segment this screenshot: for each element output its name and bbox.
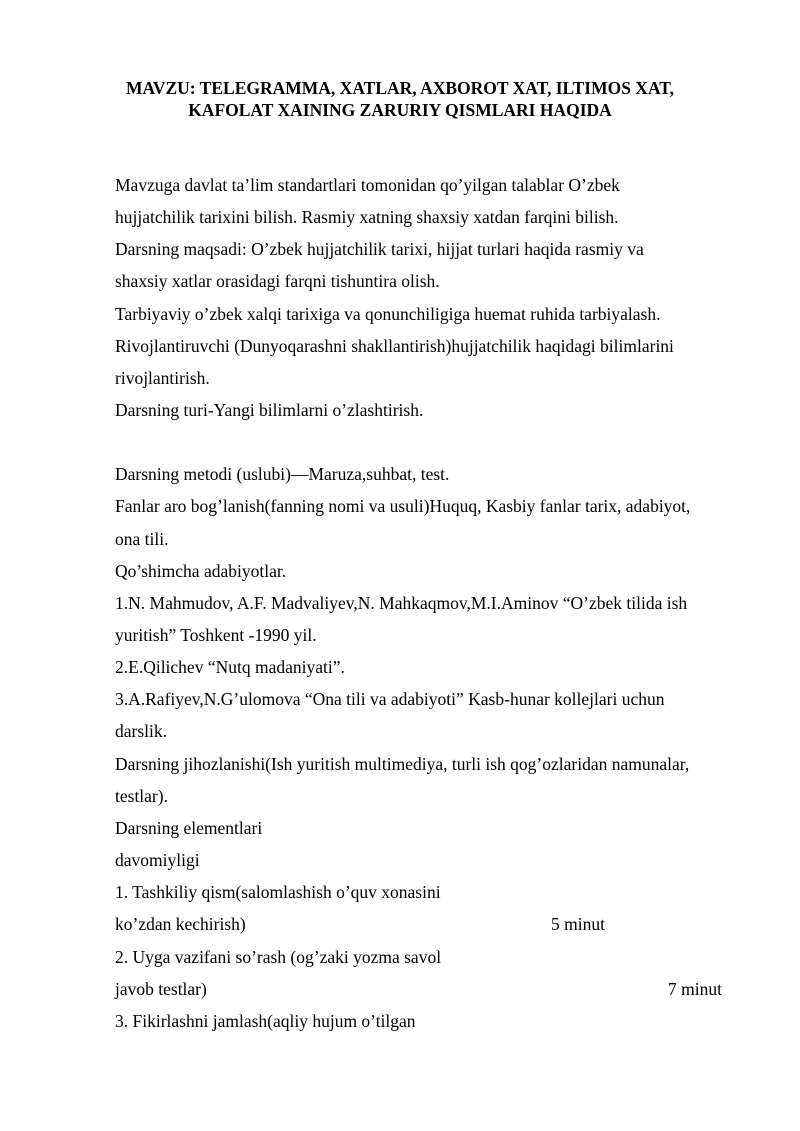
body-line: Qo’shimcha adabiyotlar. [115,561,287,581]
body-line: 3.A.Rafiyev,N.G’ulomova “Ona tili va adabiyoti” Kasb-hunar kollejlari uchun [115,689,665,709]
body-line: darslik. [115,721,168,741]
body-line: Darsning turi-Yangi bilimlarni o’zlashtirish. [115,400,424,420]
body-line: ko’zdan kechirish) [115,914,246,934]
body-line: Mavzuga davlat ta’lim standartlari tomonidan qo’yilgan talablar O’zbek [115,175,620,195]
duration-value: 5 minut [551,914,605,934]
body-line: testlar). [115,786,168,806]
body-line: rivojlantirish. [115,368,210,388]
document-title-line-2: KAFOLAT XAINING ZARURIY QISMLARI HAQIDA [188,100,612,120]
body-line: 2.E.Qilichev “Nutq madaniyati”. [115,657,345,677]
body-line: Tarbiyaviy o’zbek xalqi tarixiga va qonunchiligiga huemat ruhida tarbiyalash. [115,304,661,324]
body-line: Darsning metodi (uslubi)—Maruza,suhbat, test. [115,464,450,484]
body-line: shaxsiy xatlar orasidagi farqni tishuntira olish. [115,271,440,291]
body-line: davomiyligi [115,850,200,870]
body-line: Rivojlantiruvchi (Dunyoqarashni shakllantirish)hujjatchilik haqidagi bilimlarini [115,336,674,356]
body-line: 1.N. Mahmudov, A.F. Madvaliyev,N. Mahkaqmov,M.I.Aminov “O’zbek tilida ish [115,593,688,613]
body-line: Darsning maqsadi: O’zbek hujjatchilik tarixi, hijjat turlari haqida rasmiy va [115,239,644,259]
body-line: ona tili. [115,529,169,549]
body-line: 2. Uyga vazifani so’rash (og’zaki yozma savol [115,947,442,967]
body-line: 1. Tashkiliy qism(salomlashish o’quv xonasini [115,882,441,902]
body-line: hujjatchilik tarixini bilish. Rasmiy xatning shaxsiy xatdan farqini bilish. [115,207,619,227]
body-line: Fanlar aro bog’lanish(fanning nomi va usuli)Huquq, Kasbiy fanlar tarix, adabiyot, [115,496,691,516]
body-line: 3. Fikirlashni jamlash(aqliy hujum o’tilgan [115,1011,416,1031]
body-line: yuritish” Toshkent -1990 yil. [115,625,317,645]
body-line: Darsning jihozlanishi(Ish yuritish multimediya, turli ish qog’ozlaridan namunalar, [115,754,690,774]
body-line: Darsning elementlari [115,818,263,838]
body-line: javob testlar) [115,979,207,999]
document-title-line-1: MAVZU: TELEGRAMMA, XATLAR, AXBOROT XAT, ILTIMOS XAT, [125,78,675,98]
duration-value: 7 minut [668,979,722,999]
